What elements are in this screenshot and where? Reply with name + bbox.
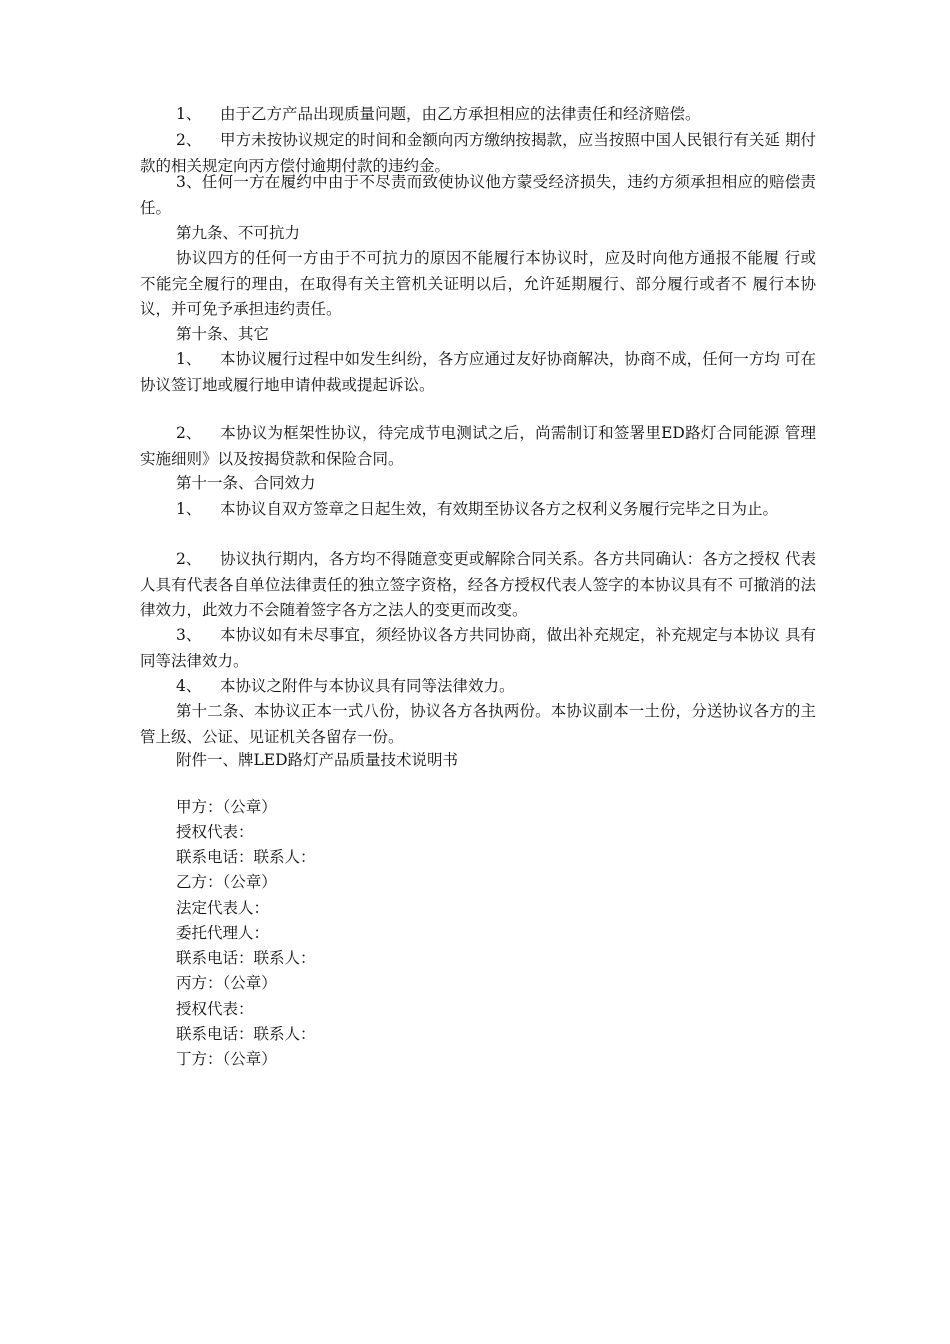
clause-number: 3、	[176, 626, 202, 644]
clause-paragraph	[140, 421, 816, 472]
clause-paragraph	[140, 102, 816, 128]
signature-line: 丁方：（公章）	[176, 1050, 277, 1068]
signature-line: 联系电话：联系人：	[176, 848, 316, 866]
attachment-line	[140, 748, 816, 774]
signature-line: 法定代表人：	[176, 899, 270, 917]
clause-text: 协议四方的任何一方由于不可抗力的原因不能履行本协议时，应及时向他方通报不能履 行或不能完全履行的理由，在取得有关主管机关证明以后，允许延期履行、部分履行或者不 履行本协议，并可免予承担违约责任。	[140, 249, 816, 318]
clause-text: 本协议履行过程中如发生纠纷，各方应通过友好协商解决，协商不成，任何一方均 可在协议签订地或履行地申请仲裁或提起诉讼。	[140, 350, 816, 394]
article-heading-text: 第九条、不可抗力	[176, 224, 301, 242]
signature-line: 甲方：（公章）	[176, 798, 277, 816]
signature-line: 乙方：（公章）	[176, 873, 277, 891]
article-heading	[140, 322, 816, 348]
clause-text: 本协议之附件与本协议具有同等法律效力。	[220, 677, 515, 695]
clause-text: 3、任何一方在履约中由于不尽责而致使协议他方蒙受经济损失，违约方须承担相应的赔偿责任。	[140, 173, 816, 217]
article-heading	[140, 699, 816, 750]
clause-number: 1、	[176, 350, 202, 368]
article-heading	[140, 471, 816, 497]
clause-paragraph	[140, 674, 816, 700]
article-heading	[140, 221, 816, 247]
clause-paragraph	[140, 623, 816, 674]
clause-number: 1、	[176, 500, 202, 518]
clause-number: 4、	[176, 677, 202, 695]
clause-number: 2、	[176, 131, 202, 149]
clause-text: 甲方未按协议规定的时间和金额向丙方缴纳按揭款，应当按照中国人民银行有关延 期付款的相关规定向丙方偿付逾期付款的违约金。	[140, 131, 816, 175]
clause-paragraph	[140, 170, 816, 221]
article-heading-text: 第十二条、本协议正本一式八份，协议各方各执两份。本协议副本一土份，分送协议各方的主管上级、公证、见证机关各留存一份。	[140, 702, 816, 746]
signature-line: 丙方：（公章）	[176, 974, 277, 992]
clause-text: 本协议自双方签章之日起生效，有效期至协议各方之权利义务履行完毕之日为止。	[220, 500, 779, 518]
signature-line: 授权代表：	[176, 823, 254, 841]
clause-text: 由于乙方产品出现质量问题，由乙方承担相应的法律责任和经济赔偿。	[220, 105, 701, 123]
clause-text: 本协议为框架性协议，待完成节电测试之后，尚需制订和签署里ED路灯合同能源 管理实施细则》以及按揭贷款和保险合同。	[140, 424, 816, 468]
attachment-text: 附件一、牌LED路灯产品质量技术说明书	[176, 751, 459, 769]
signature-line: 授权代表：	[176, 1000, 254, 1018]
clause-paragraph	[140, 246, 816, 323]
clause-paragraph	[140, 547, 816, 624]
clause-paragraph	[140, 347, 816, 398]
signature-line: 委托代理人：	[176, 924, 270, 942]
clause-number: 2、	[176, 550, 202, 568]
clause-text: 本协议如有未尽事宜，须经协议各方共同协商，做出补充规定，补充规定与本协议 具有同等法律效力。	[140, 626, 816, 670]
signature-line: 联系电话：联系人：	[176, 949, 316, 967]
clause-paragraph	[140, 497, 816, 523]
clause-number: 1、	[176, 105, 202, 123]
article-heading-text: 第十一条、合同效力	[176, 474, 316, 492]
signature-line: 联系电话：联系人：	[176, 1025, 316, 1043]
article-heading-text: 第十条、其它	[176, 325, 270, 343]
clause-text: 协议执行期内，各方均不得随意变更或解除合同关系。各方共同确认：各方之授权 代表人具有代表各自单位法律责任的独立签字资格，经各方授权代表人签字的本协议具有不 可撤消的法律效力，此效力不会随着签字各方之法人的变更而改变。	[140, 550, 816, 619]
clause-number: 2、	[176, 424, 202, 442]
